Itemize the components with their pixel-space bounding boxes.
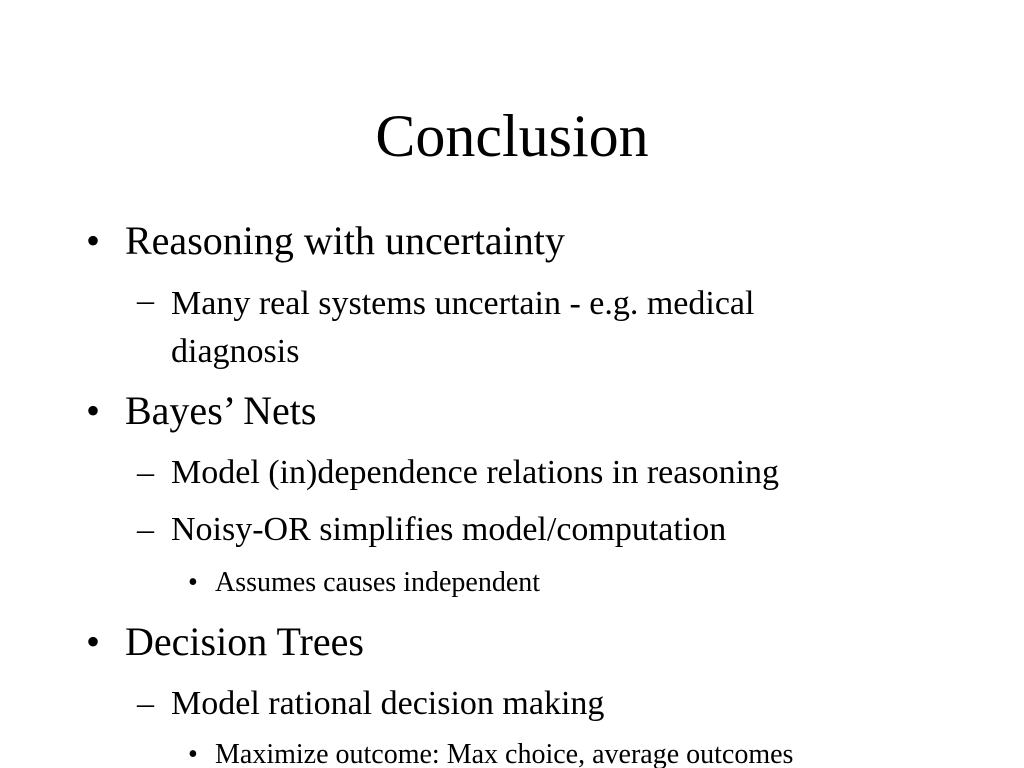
bullet-marker: • — [86, 388, 101, 433]
slide-title: Conclusion — [375, 103, 649, 169]
dash-marker: – — [137, 685, 154, 722]
sub-bullet-text: Many real systems uncertain - e.g. medical diagnosis — [171, 285, 755, 370]
sub-bullet-item — [0, 280, 1024, 370]
dash-marker: – — [137, 282, 154, 319]
sub-bullet-item — [0, 509, 1024, 550]
sub-bullet-item — [0, 683, 1024, 724]
bullet-marker: • — [188, 567, 198, 598]
bullet-item — [0, 618, 1024, 666]
sub-bullet-item — [0, 452, 1024, 493]
sub-sub-bullet-text: Assumes causes independent — [215, 567, 541, 598]
dash-marker: – — [137, 511, 154, 548]
sub-sub-bullet-item — [0, 566, 1024, 600]
bullet-marker: • — [86, 218, 101, 263]
bullet-marker: • — [86, 619, 101, 664]
sub-bullet-text: Model rational decision making — [171, 685, 605, 722]
sub-sub-bullet-item — [0, 738, 1024, 768]
sub-sub-bullet-text: Maximize outcome: Max choice, average outcomes — [215, 739, 794, 768]
bullet-text: Decision Trees — [125, 619, 364, 664]
dash-marker: – — [137, 454, 154, 491]
sub-bullet-text: Model (in)dependence relations in reasoning — [171, 454, 780, 491]
bullet-text: Bayes’ Nets — [125, 388, 317, 433]
bullet-item — [0, 387, 1024, 435]
bullet-text: Reasoning with uncertainty — [125, 218, 565, 263]
bullet-item — [0, 217, 1024, 265]
sub-bullet-text: Noisy-OR simplifies model/computation — [171, 511, 727, 548]
bullet-marker: • — [188, 739, 198, 768]
